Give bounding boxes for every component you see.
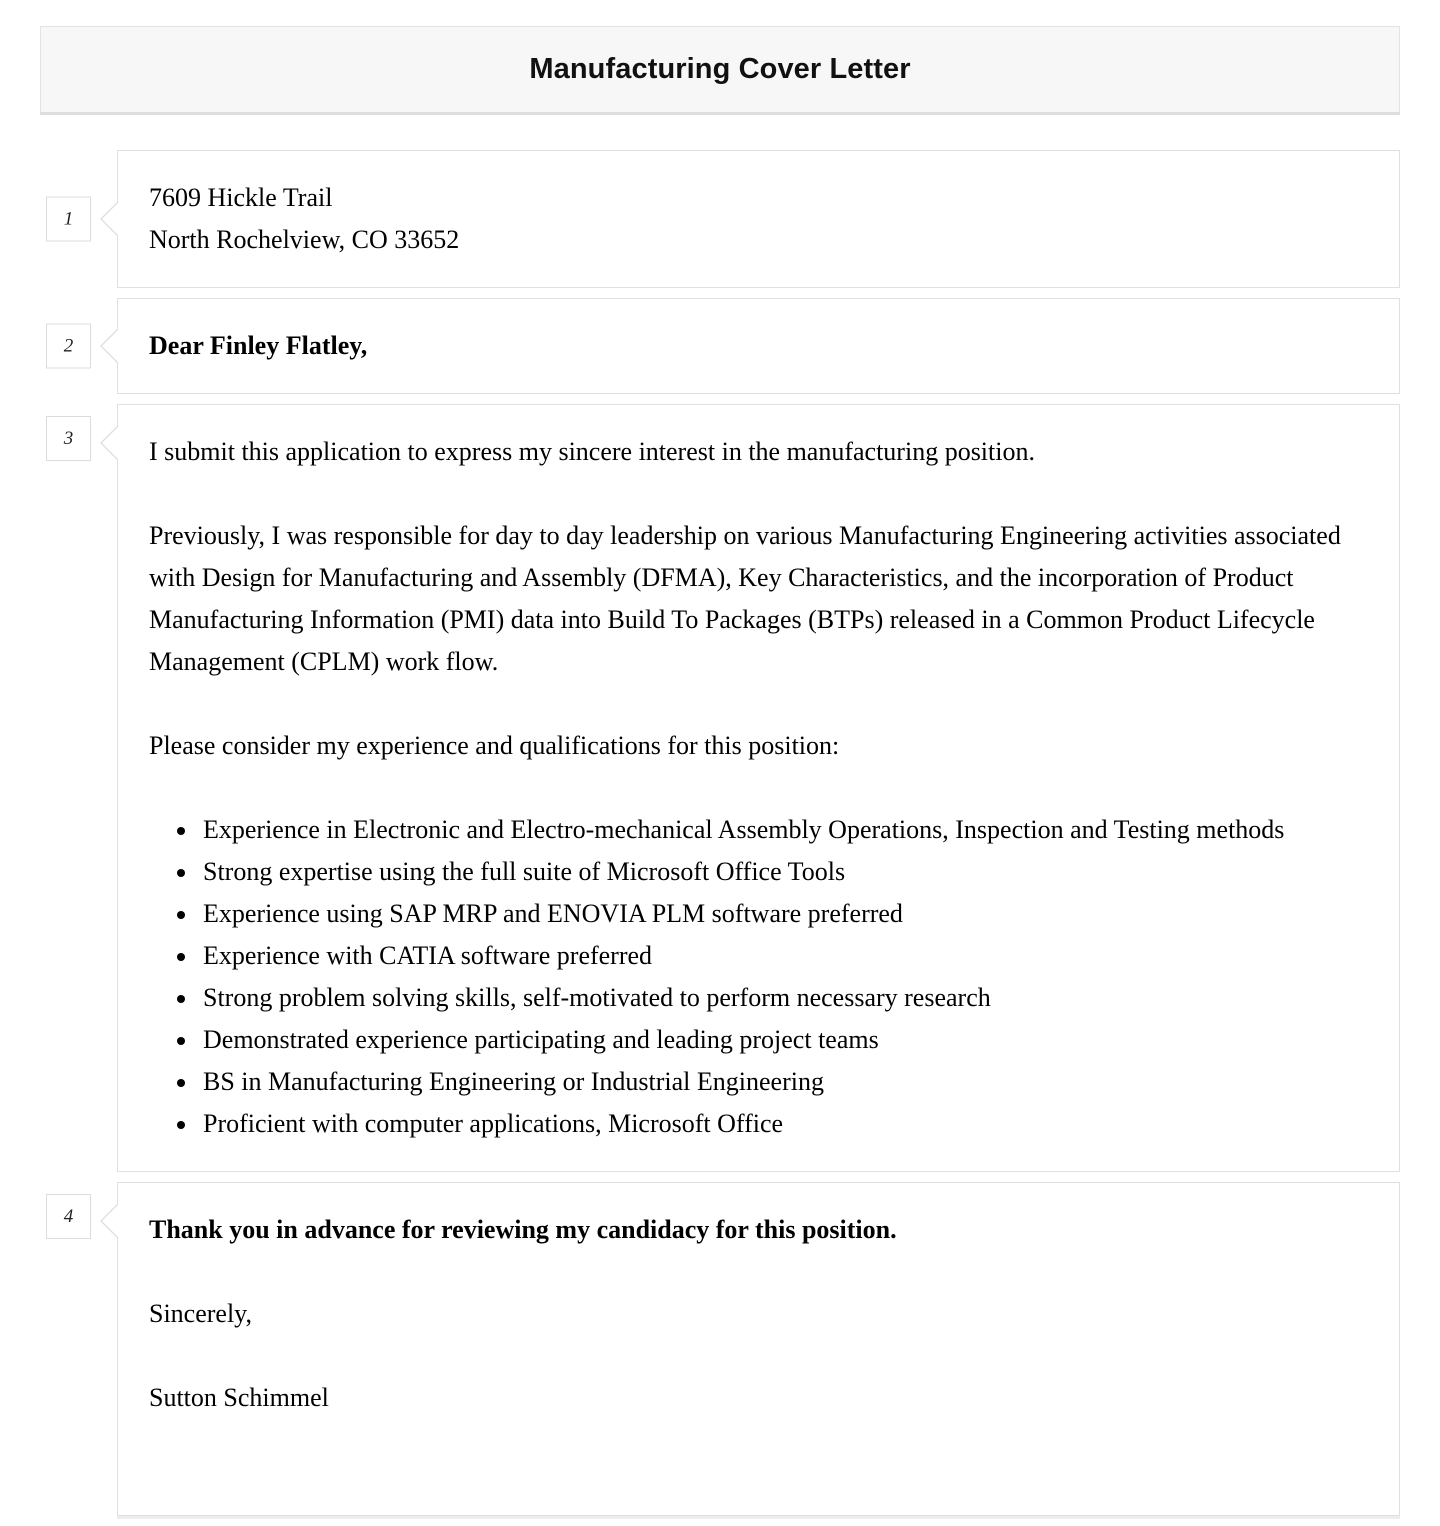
callout-marker-1[interactable]: 1: [46, 197, 91, 242]
block-closing: [0, 1182, 1440, 1516]
qualifications-list: [149, 809, 1369, 1145]
callout-marker-3[interactable]: 3: [46, 416, 91, 461]
body-panel[interactable]: [117, 404, 1400, 1172]
list-item: • Experience with CATIA software preferred: [199, 935, 1369, 977]
body-paragraph-2: Previously, I was responsible for day to day leadership on various Manufacturing Engineering activities associated with Design for Manufacturing and Assembly (DFMA), Key Characteristics, and the incorporation of Product Manufacturing Information (PMI) data into Build To Packages (BTPs) released in a Common Product Lifecycle Management (CPLM) work flow.: [149, 521, 1341, 676]
salutation-text: Dear Finley Flatley,: [149, 331, 368, 360]
body-paragraph-1: I submit this application to express my sincere interest in the manufacturing position.: [149, 437, 1035, 466]
list-item: • Experience using SAP MRP and ENOVIA PLM software preferred: [199, 893, 1369, 935]
callout-notch-inner-icon: [102, 426, 119, 460]
page-title: Manufacturing Cover Letter: [529, 53, 911, 85]
sender-address-panel[interactable]: [117, 150, 1400, 288]
address-line-1: 7609 Hickle Trail: [149, 183, 333, 212]
body-paragraph-3: Please consider my experience and qualifications for this position:: [149, 731, 840, 760]
closing-panel[interactable]: [117, 1182, 1400, 1516]
list-item: • Proficient with computer applications, Microsoft Office: [199, 1103, 1369, 1145]
closing-signoff-text: Sincerely,: [149, 1299, 252, 1328]
annotated-blocks: [0, 150, 1440, 1526]
list-item: • BS in Manufacturing Engineering or Industrial Engineering: [199, 1061, 1369, 1103]
callout-notch-inner-icon: [102, 1204, 119, 1238]
closing-thanks-text: Thank you in advance for reviewing my candidacy for this position.: [149, 1215, 897, 1244]
list-item: • Demonstrated experience participating and leading project teams: [199, 1019, 1369, 1061]
closing-signature-text: Sutton Schimmel: [149, 1383, 329, 1412]
address-line-2: North Rochelview, CO 33652: [149, 225, 460, 254]
document-header: [40, 26, 1400, 115]
callout-notch-inner-icon: [102, 202, 119, 236]
block-salutation: [0, 298, 1440, 394]
closing-spacer-2: [149, 1461, 1369, 1489]
callout-marker-4[interactable]: 4: [46, 1194, 91, 1239]
block-sender-address: [0, 150, 1440, 288]
salutation-panel[interactable]: [117, 298, 1400, 394]
block-body: [0, 404, 1440, 1172]
closing-spacer-1: [149, 1251, 1369, 1293]
list-item: • Strong expertise using the full suite of Microsoft Office Tools: [199, 851, 1369, 893]
callout-marker-2[interactable]: 2: [46, 324, 91, 369]
list-item: • Experience in Electronic and Electro-mechanical Assembly Operations, Inspection and Testing methods: [199, 809, 1369, 851]
callout-notch-inner-icon: [102, 329, 119, 363]
list-item: • Strong problem solving skills, self-motivated to perform necessary research: [199, 977, 1369, 1019]
